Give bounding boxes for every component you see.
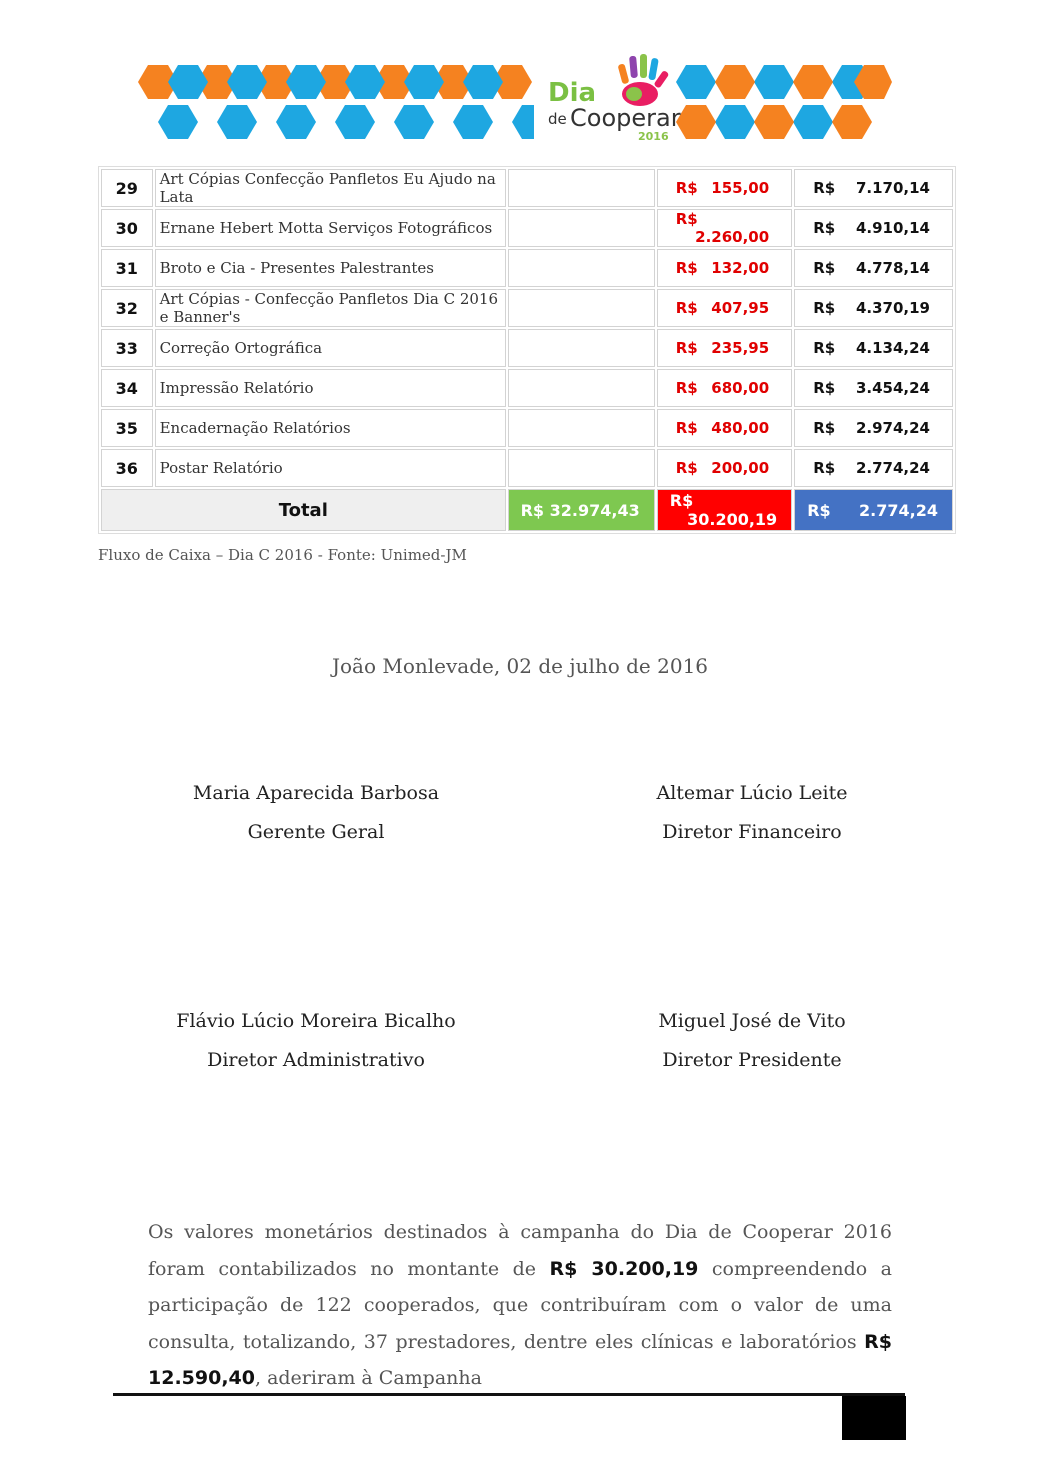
table-row — [101, 449, 953, 487]
table-caption: Fluxo de Caixa – Dia C 2016 - Fonte: Unimed-JM — [98, 546, 467, 564]
signature-block — [572, 1010, 932, 1071]
row-description: Correção Ortográfica — [155, 329, 506, 367]
body-paragraph: Os valores monetários destinados à campanha do Dia de Cooperar 2016 foram contabilizados no montante de R$ 30.200,19 compreendendo a participação de 122 cooperados, que contribuíram com o valor de uma consulta, totalizando, 37 prestadores, dentre eles clínicas e laboratórios R$ 12.590,40, aderiram à Campanha — [148, 1221, 893, 1389]
signatory-name: Altemar Lúcio Leite — [656, 782, 848, 804]
row-description: Art Cópias - Confecção Panfletos Dia C 2016 e Banner's — [155, 289, 506, 327]
signatory-role: Diretor Financeiro — [662, 821, 842, 843]
signatory-role: Gerente Geral — [247, 821, 385, 843]
row-expense: R$ 155,00 — [657, 169, 792, 207]
row-balance: R$ 4.370,19 — [794, 289, 953, 327]
row-income-cell — [508, 169, 655, 207]
table-row — [101, 169, 953, 207]
row-description: Broto e Cia - Presentes Palestrantes — [155, 249, 506, 287]
signature-block — [136, 782, 496, 843]
row-number: 36 — [101, 449, 153, 487]
row-number: 31 — [101, 249, 153, 287]
row-expense: R$ 235,95 — [657, 329, 792, 367]
colorful-hand-icon — [612, 54, 672, 110]
signatory-name: Miguel José de Vito — [658, 1010, 846, 1032]
amount-highlight: R$ 12.590,40 — [148, 1330, 892, 1389]
row-income-cell — [508, 409, 655, 447]
page-number-box — [842, 1396, 906, 1440]
row-balance: R$ 4.778,14 — [794, 249, 953, 287]
row-expense: R$ 407,95 — [657, 289, 792, 327]
header-banner — [138, 48, 894, 146]
row-balance: R$ 7.170,14 — [794, 169, 953, 207]
row-description: Ernane Hebert Motta Serviços Fotográficos — [155, 209, 506, 247]
table-row — [101, 409, 953, 447]
row-income-cell — [508, 329, 655, 367]
row-description: Encadernação Relatórios — [155, 409, 506, 447]
row-description: Impressão Relatório — [155, 369, 506, 407]
total-income: R$ 32.974,43 — [508, 489, 655, 531]
row-income-cell — [508, 449, 655, 487]
total-label: Total — [101, 489, 506, 531]
row-expense: R$ 680,00 — [657, 369, 792, 407]
total-balance: R$ 2.774,24 — [794, 489, 953, 531]
row-number: 30 — [101, 209, 153, 247]
signatory-name: Maria Aparecida Barbosa — [192, 782, 440, 804]
row-number: 33 — [101, 329, 153, 367]
logo-year-text: 2016 — [638, 130, 669, 143]
cash-flow-table — [98, 166, 956, 534]
logo-de-text: de — [548, 110, 567, 128]
row-number: 32 — [101, 289, 153, 327]
row-balance: R$ 3.454,24 — [794, 369, 953, 407]
table-row — [101, 329, 953, 367]
table-row — [101, 209, 953, 247]
table-row — [101, 369, 953, 407]
amount-highlight: R$ 30.200,19 — [549, 1257, 699, 1280]
signature-block — [572, 782, 932, 843]
dia-de-cooperar-logo — [546, 54, 681, 146]
hexagon-pattern-left — [138, 65, 534, 139]
row-description: Art Cópias Confecção Panfletos Eu Ajudo na Lata — [155, 169, 506, 207]
row-balance: R$ 2.974,24 — [794, 409, 953, 447]
signatory-name: Flávio Lúcio Moreira Bicalho — [176, 1010, 456, 1032]
table-row — [101, 249, 953, 287]
logo-dia-text: Dia — [548, 78, 597, 108]
hexagon-pattern-right — [676, 65, 892, 139]
row-number: 34 — [101, 369, 153, 407]
row-number: 35 — [101, 409, 153, 447]
total-row — [101, 489, 953, 531]
row-income-cell — [508, 209, 655, 247]
row-balance: R$ 4.134,24 — [794, 329, 953, 367]
row-income-cell — [508, 249, 655, 287]
row-income-cell — [508, 289, 655, 327]
row-expense: R$ 480,00 — [657, 409, 792, 447]
row-balance: R$ 4.910,14 — [794, 209, 953, 247]
row-balance: R$ 2.774,24 — [794, 449, 953, 487]
total-expense: R$ 30.200,19 — [657, 489, 792, 531]
signatory-role: Diretor Presidente — [662, 1049, 842, 1071]
row-description: Postar Relatório — [155, 449, 506, 487]
footer-rule — [113, 1393, 905, 1396]
row-expense: R$ 132,00 — [657, 249, 792, 287]
row-income-cell — [508, 369, 655, 407]
row-expense: R$ 2.260,00 — [657, 209, 792, 247]
place-date: João Monlevade, 02 de julho de 2016 — [331, 654, 709, 678]
signature-block — [136, 1010, 496, 1071]
row-expense: R$ 200,00 — [657, 449, 792, 487]
table-row — [101, 289, 953, 327]
logo-cooperar-text: Cooperar — [570, 104, 681, 132]
row-number: 29 — [101, 169, 153, 207]
signatory-role: Diretor Administrativo — [207, 1049, 425, 1071]
